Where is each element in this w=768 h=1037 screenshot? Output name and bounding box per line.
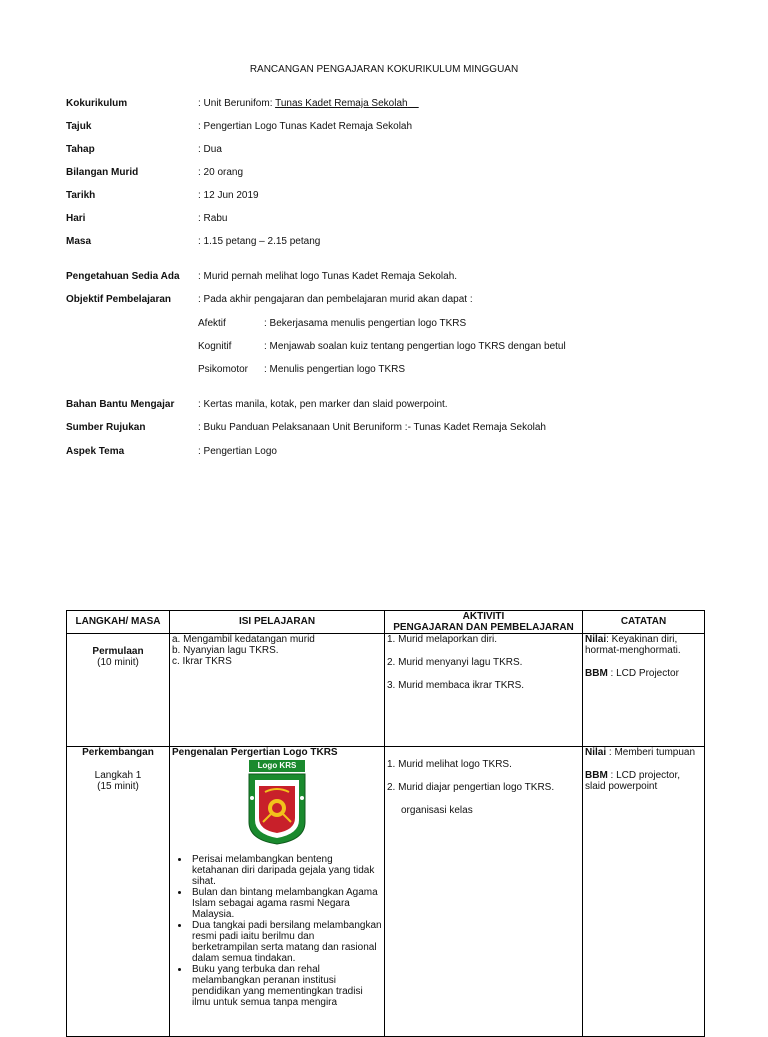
note-label: Nilai — [585, 634, 607, 645]
content-cell — [170, 634, 385, 747]
objective-domain: Afektif — [198, 318, 226, 329]
activity-item: organisasi kelas — [401, 805, 473, 816]
objective-afektif — [198, 318, 698, 332]
activity-item: 1. Murid melihat logo TKRS. — [387, 759, 512, 770]
note-nilai — [585, 634, 702, 656]
activity-item: 3. Murid membaca ikrar TKRS. — [387, 680, 525, 691]
info-value: : Kertas manila, kotak, pen marker dan slaid powerpoint. — [198, 399, 448, 410]
info-row-tarikh — [66, 190, 706, 204]
info-value: : Buku Panduan Pelaksanaan Unit Beruniform :- Tunas Kadet Remaja Sekolah — [198, 422, 546, 433]
info-prefix: : Unit Berunifom: — [198, 98, 276, 109]
note-text: : Keyakinan diri, hormat-menghormati. — [585, 634, 681, 656]
info-value: : Pada akhir pengajaran dan pembelajaran murid akan dapat : — [198, 294, 473, 305]
info-value — [198, 98, 419, 109]
info-value: : 20 orang — [198, 167, 244, 178]
info-label: Tarikh — [66, 190, 96, 201]
shield-icon — [247, 772, 307, 846]
info-underlined-value: Tunas Kadet Remaja Sekolah — [275, 98, 408, 109]
info-value: : Pengertian Logo Tunas Kadet Remaja Sekolah — [198, 121, 413, 132]
info-label: Kokurikulum — [66, 98, 128, 109]
objective-text: : Menulis pengertian logo TKRS — [264, 364, 406, 375]
objective-domain: Psikomotor — [198, 364, 249, 375]
info-value: : Pengertian Logo — [198, 446, 277, 457]
step-time: (10 minit) — [97, 657, 139, 668]
objective-psikomotor — [198, 364, 698, 378]
info-row-kokurikulum — [66, 98, 706, 112]
info-row-masa — [66, 236, 706, 250]
content-item: b. Nyanyian lagu TKRS. — [172, 645, 279, 656]
info-row-bilangan-murid — [66, 167, 706, 181]
info-label: Tajuk — [66, 121, 92, 132]
activity-item: 1. Murid melaporkan diri. — [387, 634, 498, 645]
note-label: Nilai — [585, 747, 607, 758]
list-item: • Dua tangkai padi bersilang melambangkan resmi padi iaitu berilmu dan berketrampilan serta matang dan rasional dalam semua tindakan. — [190, 920, 382, 964]
info-row-bahan-bantu — [66, 399, 706, 413]
info-label: Aspek Tema — [66, 446, 125, 457]
info-value: : Murid pernah melihat logo Tunas Kadet Remaja Sekolah. — [198, 271, 458, 282]
step-substep: Langkah 1 — [94, 770, 142, 781]
info-value: : 1.15 petang – 2.15 petang — [198, 236, 321, 247]
activity-cell — [385, 747, 583, 1037]
step-cell — [67, 634, 170, 747]
info-row-objektif — [66, 294, 706, 308]
info-label: Sumber Rujukan — [66, 422, 146, 433]
info-row-aspek-tema — [66, 446, 706, 460]
table-header-row — [67, 611, 705, 634]
content-cell — [170, 747, 385, 1037]
objective-text: : Menjawab soalan kuiz tentang pengertian logo TKRS dengan betul — [264, 341, 566, 352]
info-row-tahap — [66, 144, 706, 158]
info-value: : 12 Jun 2019 — [198, 190, 259, 201]
info-row-sumber-rujukan — [66, 422, 706, 436]
info-value: : Dua — [198, 144, 222, 155]
info-label: Masa — [66, 236, 92, 247]
step-time: (15 minit) — [97, 781, 139, 792]
notes-cell — [583, 747, 705, 1037]
info-label: Bilangan Murid — [66, 167, 139, 178]
content-title: Pengenalan Pergertian Logo TKRS — [172, 747, 338, 758]
info-value: : Rabu — [198, 213, 228, 224]
info-label: Objektif Pembelajaran — [66, 294, 172, 305]
objective-text: : Bekerjasama menulis pengertian logo TKRS — [264, 318, 467, 329]
header-aktiviti-line1: AKTIVITI — [462, 611, 505, 622]
activity-cell — [385, 634, 583, 747]
list-item: • Buku yang terbuka dan rehal melambangkan peranan institusi pendidikan yang mementingkan tradisi ilmu untuk semua tanpa mengira — [190, 964, 382, 1008]
note-text: : LCD projector, slaid powerpoint — [585, 770, 681, 792]
table-row — [67, 634, 705, 747]
activity-item: 2. Murid menyanyi lagu TKRS. — [387, 657, 523, 668]
info-label: Hari — [66, 213, 86, 224]
note-bbm — [585, 770, 702, 792]
note-text: : LCD Projector — [607, 668, 679, 679]
list-item: • Bulan dan bintang melambangkan Agama Islam sebagai agama rasmi Negara Malaysia. — [190, 887, 382, 920]
info-label: Bahan Bantu Mengajar — [66, 399, 175, 410]
document-title: RANCANGAN PENGAJARAN KOKURIKULUM MINGGUAN — [249, 64, 519, 75]
activity-item: 2. Murid diajar pengertian logo TKRS. — [387, 782, 555, 793]
lesson-table — [66, 610, 705, 1037]
note-text: : Memberi tumpuan — [606, 747, 696, 758]
table-row — [67, 747, 705, 1037]
info-row-pengetahuan-sedia-ada — [66, 271, 706, 285]
list-item: • Perisai melambangkan benteng ketahanan diri daripada gejala yang tidak sihat. — [190, 854, 382, 887]
header-langkah-masa: LANGKAH/ MASA — [67, 611, 170, 634]
note-label: BBM — [585, 668, 608, 679]
note-bbm — [585, 668, 702, 679]
header-catatan: CATATAN — [583, 611, 705, 634]
step-name: Permulaan — [92, 646, 144, 657]
notes-cell — [583, 634, 705, 747]
objective-domain: Kognitif — [198, 341, 232, 352]
step-name: Perkembangan — [82, 747, 154, 758]
logo-meaning-list — [172, 854, 382, 1008]
step-cell — [67, 747, 170, 1037]
content-item: a. Mengambil kedatangan murid — [172, 634, 315, 645]
header-aktiviti-line2: PENGAJARAN DAN PEMBELAJARAN — [393, 622, 574, 633]
info-row-tajuk — [66, 121, 706, 135]
info-label: Pengetahuan Sedia Ada — [66, 271, 180, 282]
note-label: BBM — [585, 770, 608, 781]
info-row-hari — [66, 213, 706, 227]
tkrs-logo — [247, 760, 307, 848]
header-isi-pelajaran: ISI PELAJARAN — [170, 611, 385, 634]
content-item: c. Ikrar TKRS — [172, 656, 232, 667]
logo-label: Logo KRS — [249, 760, 305, 772]
header-aktiviti — [385, 611, 583, 634]
objective-kognitif — [198, 341, 698, 355]
info-label: Tahap — [66, 144, 95, 155]
note-nilai — [585, 747, 702, 758]
